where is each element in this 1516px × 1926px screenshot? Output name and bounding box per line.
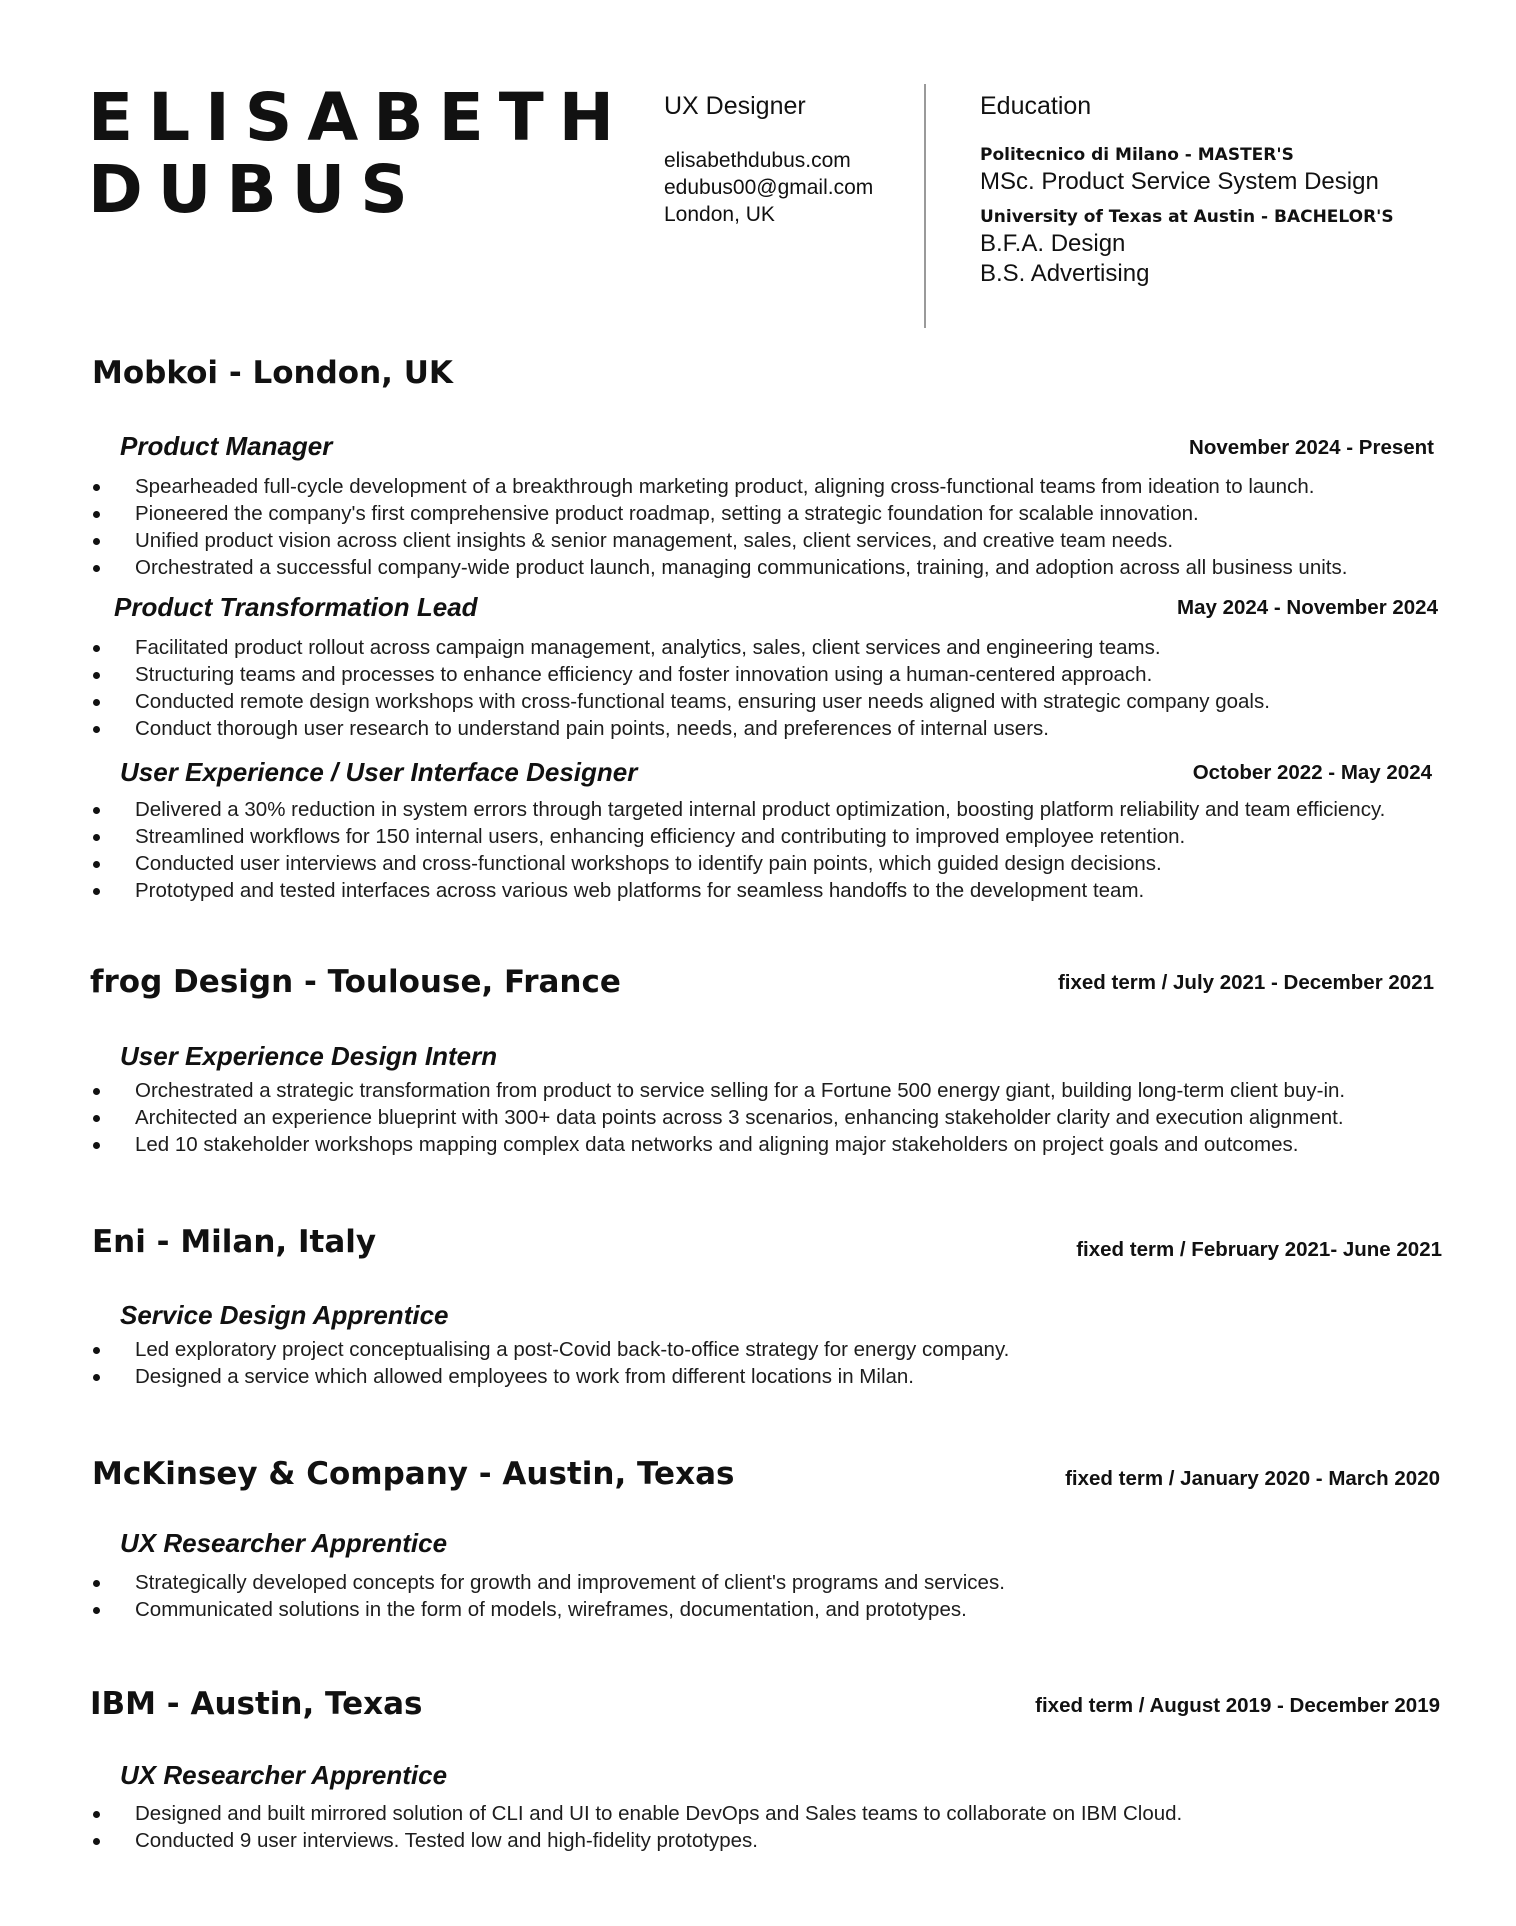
- company-heading: frog Design - Toulouse, France: [90, 964, 621, 1000]
- name-last: DUBUS: [88, 151, 423, 228]
- list-item: Structuring teams and processes to enhance efficiency and foster innovation using a human-centered approach.: [90, 661, 1270, 688]
- list-item: Streamlined workflows for 150 internal users, enhancing efficiency and contributing to improved employee retention.: [90, 823, 1385, 850]
- role-title: UX Researcher Apprentice: [120, 1528, 448, 1558]
- list-item: Orchestrated a successful company-wide product launch, managing communications, training, and adoption across all business units.: [90, 554, 1347, 581]
- list-item: Communicated solutions in the form of models, wireframes, documentation, and prototypes.: [90, 1596, 1005, 1623]
- list-item: Unified product vision across client insights & senior management, sales, client services, and creative team needs.: [90, 527, 1347, 554]
- name-first: ELISABETH: [88, 79, 629, 156]
- list-item: Designed and built mirrored solution of CLI and UI to enable DevOps and Sales teams to collaborate on IBM Cloud.: [90, 1800, 1182, 1827]
- bullet-list: [90, 1800, 1182, 1854]
- education-block: [980, 92, 1394, 289]
- header-divider: [924, 84, 926, 328]
- website-link[interactable]: elisabethdubus.com: [664, 149, 851, 172]
- role-date: October 2022 - May 2024: [1192, 761, 1432, 784]
- list-item: Pioneered the company's first comprehensive product roadmap, setting a strategic foundation for scalable innovation.: [90, 500, 1347, 527]
- list-item: Led exploratory project conceptualising a post-Covid back-to-office strategy for energy company.: [90, 1336, 1009, 1363]
- list-item: Conducted user interviews and cross-functional workshops to identify pain points, which guided design decisions.: [90, 850, 1385, 877]
- role-title: Product Manager: [120, 431, 333, 461]
- role-date: May 2024 - November 2024: [1177, 596, 1438, 619]
- candidate-name: [88, 79, 629, 228]
- role-title: Product Transformation Lead: [114, 592, 478, 622]
- list-item: Facilitated product rollout across campaign management, analytics, sales, client services and engineering teams.: [90, 634, 1270, 661]
- role-title: User Experience Design Intern: [120, 1041, 498, 1071]
- degree: B.F.A. Design: [980, 230, 1126, 257]
- company-heading: IBM - Austin, Texas: [90, 1686, 423, 1722]
- list-item: Led 10 stakeholder workshops mapping complex data networks and aligning major stakeholders on project goals and outcomes.: [90, 1131, 1345, 1158]
- contact-block: [664, 92, 873, 228]
- job-role: UX Designer: [664, 92, 806, 120]
- list-item: Strategically developed concepts for growth and improvement of client's programs and services.: [90, 1569, 1005, 1596]
- company-heading: Eni - Milan, Italy: [92, 1224, 377, 1260]
- list-item: Architected an experience blueprint with 300+ data points across 3 scenarios, enhancing stakeholder clarity and execution alignment.: [90, 1104, 1345, 1131]
- school-name: Politecnico di Milano - MASTER'S: [980, 145, 1294, 165]
- degree: B.S. Advertising: [980, 260, 1150, 287]
- list-item: Prototyped and tested interfaces across various web platforms for seamless handoffs to the development team.: [90, 877, 1385, 904]
- list-item: Conducted 9 user interviews. Tested low and high-fidelity prototypes.: [90, 1827, 1182, 1854]
- list-item: Delivered a 30% reduction in system errors through targeted internal product optimization, boosting platform reliability and team efficiency.: [90, 796, 1385, 823]
- company-date: fixed term / July 2021 - December 2021: [1057, 971, 1434, 994]
- company-date: fixed term / August 2019 - December 2019: [1035, 1694, 1440, 1717]
- company-heading: McKinsey & Company - Austin, Texas: [92, 1456, 735, 1492]
- role-date: November 2024 - Present: [1189, 436, 1434, 459]
- role-title: User Experience / User Interface Designer: [120, 757, 638, 787]
- location: London, UK: [664, 203, 775, 226]
- list-item: Designed a service which allowed employees to work from different locations in Milan.: [90, 1363, 1009, 1390]
- role-title: UX Researcher Apprentice: [120, 1760, 448, 1790]
- bullet-list: [90, 1336, 1009, 1390]
- bullet-list: [90, 796, 1385, 904]
- company-date: fixed term / January 2020 - March 2020: [1065, 1467, 1440, 1490]
- list-item: Spearheaded full-cycle development of a breakthrough marketing product, aligning cross-functional teams from ideation to launch.: [90, 473, 1347, 500]
- email-link[interactable]: edubus00@gmail.com: [664, 176, 874, 199]
- bullet-list: [90, 1077, 1345, 1158]
- education-heading: Education: [980, 92, 1092, 120]
- role-title: Service Design Apprentice: [120, 1300, 449, 1330]
- bullet-list: [90, 473, 1347, 581]
- school-name: University of Texas at Austin - BACHELOR'S: [980, 207, 1394, 227]
- list-item: Conducted remote design workshops with cross-functional teams, ensuring user needs aligned with strategic company goals.: [90, 688, 1270, 715]
- degree: MSc. Product Service System Design: [980, 168, 1379, 195]
- bullet-list: [90, 634, 1270, 742]
- company-heading: Mobkoi - London, UK: [92, 355, 453, 391]
- list-item: Conduct thorough user research to understand pain points, needs, and preferences of internal users.: [90, 715, 1270, 742]
- bullet-list: [90, 1569, 1005, 1623]
- company-date: fixed term / February 2021- June 2021: [1076, 1238, 1442, 1261]
- list-item: Orchestrated a strategic transformation from product to service selling for a Fortune 500 energy giant, building long-term client buy-in.: [90, 1077, 1345, 1104]
